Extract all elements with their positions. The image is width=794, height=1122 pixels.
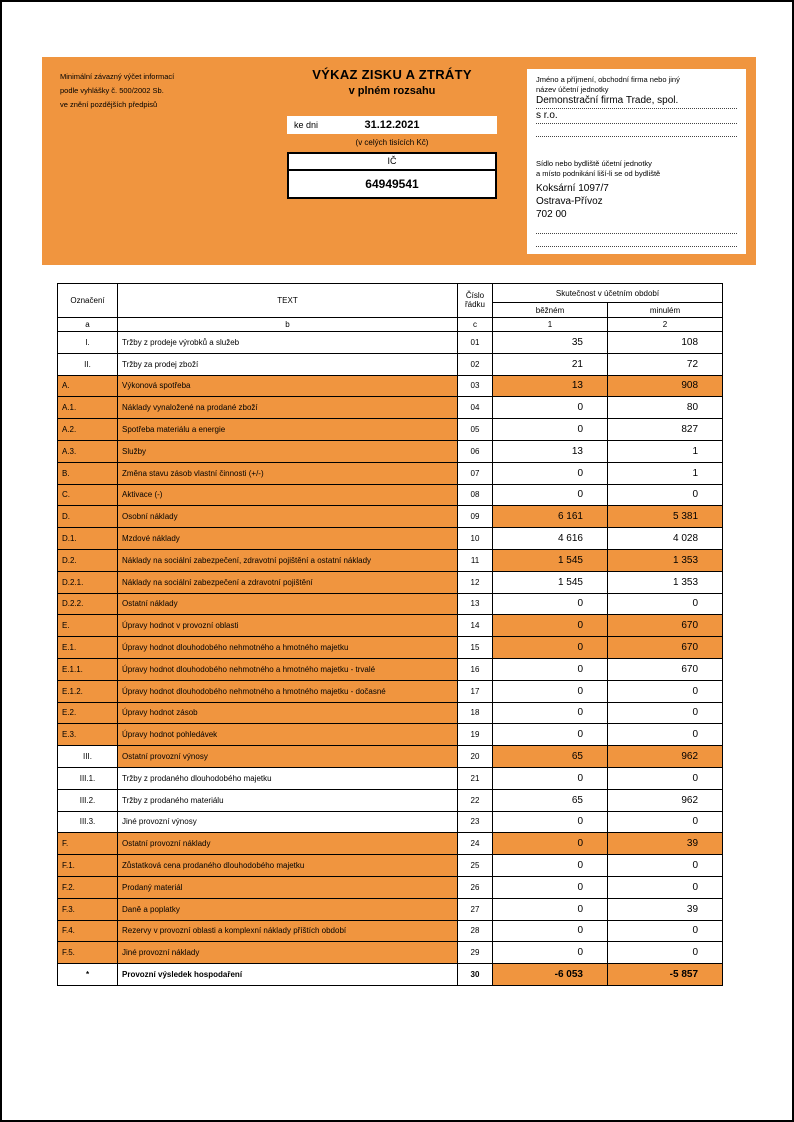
row-designation: B. (58, 462, 118, 484)
column-header-oznaceni: Označení (58, 284, 118, 318)
row-prior-value: 0 (608, 876, 723, 898)
row-text: Úpravy hodnot dlouhodobého nehmotného a hmotného majetku (118, 637, 458, 659)
entity-seat-label (536, 159, 737, 178)
table-row (58, 964, 723, 986)
row-line-number: 24 (458, 833, 493, 855)
row-prior-value: 0 (608, 920, 723, 942)
entity-address-line: Ostrava-Přívoz (536, 196, 603, 207)
row-line-number: 21 (458, 767, 493, 789)
row-current-value: 0 (493, 462, 608, 484)
dotted-line (536, 124, 737, 137)
entity-address-line: 702 00 (536, 209, 567, 220)
row-line-number: 30 (458, 964, 493, 986)
row-text: Tržby z prodaného materiálu (118, 789, 458, 811)
ic-box (287, 152, 497, 199)
row-prior-value: 4 028 (608, 528, 723, 550)
table-row (58, 506, 723, 528)
row-current-value: 0 (493, 615, 608, 637)
row-line-number: 12 (458, 571, 493, 593)
row-current-value: 65 (493, 746, 608, 768)
row-designation: E.1.2. (58, 680, 118, 702)
row-text: Úpravy hodnot dlouhodobého nehmotného a hmotného majetku - dočasné (118, 680, 458, 702)
row-text: Aktivace (-) (118, 484, 458, 506)
row-designation: D.2. (58, 549, 118, 571)
row-line-number: 02 (458, 353, 493, 375)
ic-value: 64949541 (365, 177, 419, 191)
row-designation: F.5. (58, 942, 118, 964)
row-current-value: 0 (493, 484, 608, 506)
table-row (58, 920, 723, 942)
row-designation: I. (58, 332, 118, 354)
row-prior-value: 0 (608, 855, 723, 877)
row-text: Prodaný materiál (118, 876, 458, 898)
row-text: Rezervy v provozní oblasti a komplexní náklady příštích období (118, 920, 458, 942)
table-row (58, 767, 723, 789)
row-current-value: 0 (493, 898, 608, 920)
row-designation: II. (58, 353, 118, 375)
column-header-text: TEXT (118, 284, 458, 318)
row-line-number: 06 (458, 440, 493, 462)
row-current-value: 1 545 (493, 571, 608, 593)
legal-note (60, 70, 174, 112)
row-designation: E. (58, 615, 118, 637)
entity-name-label-line: Jméno a příjmení, obchodní firma nebo jiný (536, 75, 680, 84)
row-text: Výkonová spotřeba (118, 375, 458, 397)
row-current-value: 0 (493, 637, 608, 659)
table-row (58, 876, 723, 898)
legal-note-line: podle vyhlášky č. 500/2002 Sb. (60, 86, 164, 95)
row-line-number: 17 (458, 680, 493, 702)
row-prior-value: 0 (608, 811, 723, 833)
row-line-number: 20 (458, 746, 493, 768)
row-prior-value: 80 (608, 397, 723, 419)
row-text: Osobní náklady (118, 506, 458, 528)
column-header-minule-obdobi: minulém (608, 303, 723, 318)
column-header-cislo-radku: Číslo řádku (458, 284, 493, 318)
row-line-number: 15 (458, 637, 493, 659)
row-prior-value: 108 (608, 332, 723, 354)
row-current-value: 21 (493, 353, 608, 375)
row-text: Ostatní provozní náklady (118, 833, 458, 855)
form-title: VÝKAZ ZISKU A ZTRÁTY (312, 67, 472, 82)
row-designation: F. (58, 833, 118, 855)
table-row (58, 353, 723, 375)
entity-name-label (536, 75, 737, 94)
row-text: Tržby z prodaného dlouhodobého majetku (118, 767, 458, 789)
form-header (42, 57, 756, 265)
row-current-value: 0 (493, 920, 608, 942)
table-row (58, 462, 723, 484)
row-prior-value: 1 353 (608, 549, 723, 571)
row-line-number: 29 (458, 942, 493, 964)
table-row (58, 528, 723, 550)
form-subtitle: v plném rozsahu (348, 85, 436, 97)
row-prior-value: 1 (608, 462, 723, 484)
row-designation: D.2.1. (58, 571, 118, 593)
row-designation: F.2. (58, 876, 118, 898)
row-designation: A.3. (58, 440, 118, 462)
row-line-number: 16 (458, 658, 493, 680)
row-current-value: 4 616 (493, 528, 608, 550)
table-row (58, 419, 723, 441)
row-text: Ostatní náklady (118, 593, 458, 615)
row-designation: III.2. (58, 789, 118, 811)
row-text: Jiné provozní výnosy (118, 811, 458, 833)
row-prior-value: 670 (608, 658, 723, 680)
row-text: Tržby za prodej zboží (118, 353, 458, 375)
row-text: Úpravy hodnot v provozní oblasti (118, 615, 458, 637)
row-current-value: 0 (493, 767, 608, 789)
row-line-number: 10 (458, 528, 493, 550)
row-designation: III.3. (58, 811, 118, 833)
row-line-number: 01 (458, 332, 493, 354)
row-prior-value: 1 (608, 440, 723, 462)
column-subheader-b: b (118, 318, 458, 332)
row-current-value: 0 (493, 593, 608, 615)
table-row (58, 789, 723, 811)
table-row (58, 746, 723, 768)
table-row (58, 571, 723, 593)
row-line-number: 26 (458, 876, 493, 898)
row-line-number: 19 (458, 724, 493, 746)
row-line-number: 05 (458, 419, 493, 441)
legal-note-line: Minimální závazný výčet informací (60, 72, 175, 81)
row-current-value: 65 (493, 789, 608, 811)
row-line-number: 27 (458, 898, 493, 920)
legal-note-line: ve znění pozdějších předpisů (60, 100, 158, 109)
entity-address-line: Koksární 1097/7 (536, 183, 609, 194)
date-label: ke dni (294, 120, 319, 130)
row-line-number: 04 (458, 397, 493, 419)
entity-name-line: s r.o. (536, 109, 737, 124)
row-text: Tržby z prodeje výrobků a služeb (118, 332, 458, 354)
row-line-number: 23 (458, 811, 493, 833)
row-designation: A. (58, 375, 118, 397)
row-designation: E.3. (58, 724, 118, 746)
entity-seat-label-line: Sídlo nebo bydliště účetní jednotky (536, 159, 652, 168)
table-row (58, 637, 723, 659)
row-current-value: 0 (493, 833, 608, 855)
row-text: Daně a poplatky (118, 898, 458, 920)
table-row (58, 615, 723, 637)
table-row (58, 397, 723, 419)
row-line-number: 13 (458, 593, 493, 615)
dotted-line (536, 234, 737, 247)
row-prior-value: 0 (608, 702, 723, 724)
row-prior-value: -5 857 (608, 964, 723, 986)
row-current-value: 0 (493, 419, 608, 441)
row-line-number: 09 (458, 506, 493, 528)
row-text: Úpravy hodnot dlouhodobého nehmotného a hmotného majetku - trvalé (118, 658, 458, 680)
row-designation: F.1. (58, 855, 118, 877)
entity-box (527, 69, 746, 254)
row-current-value: 13 (493, 375, 608, 397)
row-line-number: 25 (458, 855, 493, 877)
table-row (58, 898, 723, 920)
row-text: Náklady na sociální zabezpečení, zdravotní pojištění a ostatní náklady (118, 549, 458, 571)
row-current-value: 0 (493, 876, 608, 898)
table-row (58, 942, 723, 964)
row-line-number: 03 (458, 375, 493, 397)
row-prior-value: 1 353 (608, 571, 723, 593)
row-designation: C. (58, 484, 118, 506)
column-header-bezne-obdobi: běžném (493, 303, 608, 318)
row-prior-value: 72 (608, 353, 723, 375)
row-designation: E.1.1. (58, 658, 118, 680)
table-row (58, 549, 723, 571)
row-current-value: 0 (493, 658, 608, 680)
row-text: Náklady vynaložené na prodané zboží (118, 397, 458, 419)
column-subheader-a: a (58, 318, 118, 332)
row-current-value: 6 161 (493, 506, 608, 528)
dotted-line (536, 221, 737, 234)
row-current-value: 0 (493, 702, 608, 724)
row-designation: D.1. (58, 528, 118, 550)
table-row (58, 855, 723, 877)
row-text: Úpravy hodnot zásob (118, 702, 458, 724)
table-row (58, 593, 723, 615)
row-designation: F.4. (58, 920, 118, 942)
row-prior-value: 0 (608, 484, 723, 506)
row-prior-value: 0 (608, 767, 723, 789)
row-text: Změna stavu zásob vlastní činnosti (+/-) (118, 462, 458, 484)
row-line-number: 07 (458, 462, 493, 484)
row-prior-value: 908 (608, 375, 723, 397)
row-prior-value: 39 (608, 833, 723, 855)
row-current-value: 0 (493, 724, 608, 746)
row-text: Služby (118, 440, 458, 462)
row-line-number: 14 (458, 615, 493, 637)
row-designation: F.3. (58, 898, 118, 920)
title-block (250, 67, 534, 97)
ic-label: IČ (289, 154, 495, 171)
row-prior-value: 670 (608, 637, 723, 659)
row-prior-value: 0 (608, 942, 723, 964)
row-text: Zůstatková cena prodaného dlouhodobého majetku (118, 855, 458, 877)
entity-name-line: Demonstrační firma Trade, spol. (536, 94, 737, 109)
row-text: Jiné provozní náklady (118, 942, 458, 964)
row-designation: A.2. (58, 419, 118, 441)
row-designation: III. (58, 746, 118, 768)
row-designation: E.2. (58, 702, 118, 724)
row-line-number: 08 (458, 484, 493, 506)
row-prior-value: 0 (608, 724, 723, 746)
table-row (58, 811, 723, 833)
row-designation: A.1. (58, 397, 118, 419)
table-row (58, 440, 723, 462)
row-current-value: 35 (493, 332, 608, 354)
row-prior-value: 0 (608, 680, 723, 702)
row-designation: D.2.2. (58, 593, 118, 615)
row-prior-value: 827 (608, 419, 723, 441)
table-row (58, 332, 723, 354)
table-row (58, 680, 723, 702)
date-field (287, 116, 497, 134)
row-current-value: 0 (493, 811, 608, 833)
column-header-skutecnost: Skutečnost v účetním období (493, 284, 723, 303)
row-designation: D. (58, 506, 118, 528)
row-text: Náklady na sociální zabezpečení a zdravotní pojištění (118, 571, 458, 593)
row-text: Provozní výsledek hospodaření (118, 964, 458, 986)
column-subheader-c: c (458, 318, 493, 332)
row-current-value: 0 (493, 680, 608, 702)
table-row (58, 658, 723, 680)
row-text: Úpravy hodnot pohledávek (118, 724, 458, 746)
row-prior-value: 5 381 (608, 506, 723, 528)
row-current-value: 1 545 (493, 549, 608, 571)
row-text: Spotřeba materiálu a energie (118, 419, 458, 441)
row-line-number: 22 (458, 789, 493, 811)
entity-address (536, 182, 737, 221)
row-current-value: 0 (493, 942, 608, 964)
row-designation: E.1. (58, 637, 118, 659)
table-row (58, 833, 723, 855)
row-line-number: 28 (458, 920, 493, 942)
row-line-number: 18 (458, 702, 493, 724)
units-note: (v celých tisících Kč) (355, 138, 429, 147)
row-prior-value: 962 (608, 789, 723, 811)
table-row (58, 724, 723, 746)
row-text: Ostatní provozní výnosy (118, 746, 458, 768)
row-current-value: 0 (493, 397, 608, 419)
column-subheader-1: 1 (493, 318, 608, 332)
column-subheader-2: 2 (608, 318, 723, 332)
row-line-number: 11 (458, 549, 493, 571)
entity-name-label-line: název účetní jednotky (536, 84, 609, 94)
date-value: 31.12.2021 (364, 119, 420, 131)
row-text: Mzdové náklady (118, 528, 458, 550)
row-designation: III.1. (58, 767, 118, 789)
row-current-value: 13 (493, 440, 608, 462)
entity-seat-label-line: a místo podnikání liší-li se od bydliště (536, 168, 661, 178)
row-prior-value: 670 (608, 615, 723, 637)
row-prior-value: 39 (608, 898, 723, 920)
row-current-value: -6 053 (493, 964, 608, 986)
profit-loss-table (57, 283, 723, 986)
table-row (58, 702, 723, 724)
row-current-value: 0 (493, 855, 608, 877)
row-prior-value: 0 (608, 593, 723, 615)
table-row (58, 484, 723, 506)
row-prior-value: 962 (608, 746, 723, 768)
row-designation: * (58, 964, 118, 986)
table-row (58, 375, 723, 397)
pl-table-body (58, 332, 723, 986)
